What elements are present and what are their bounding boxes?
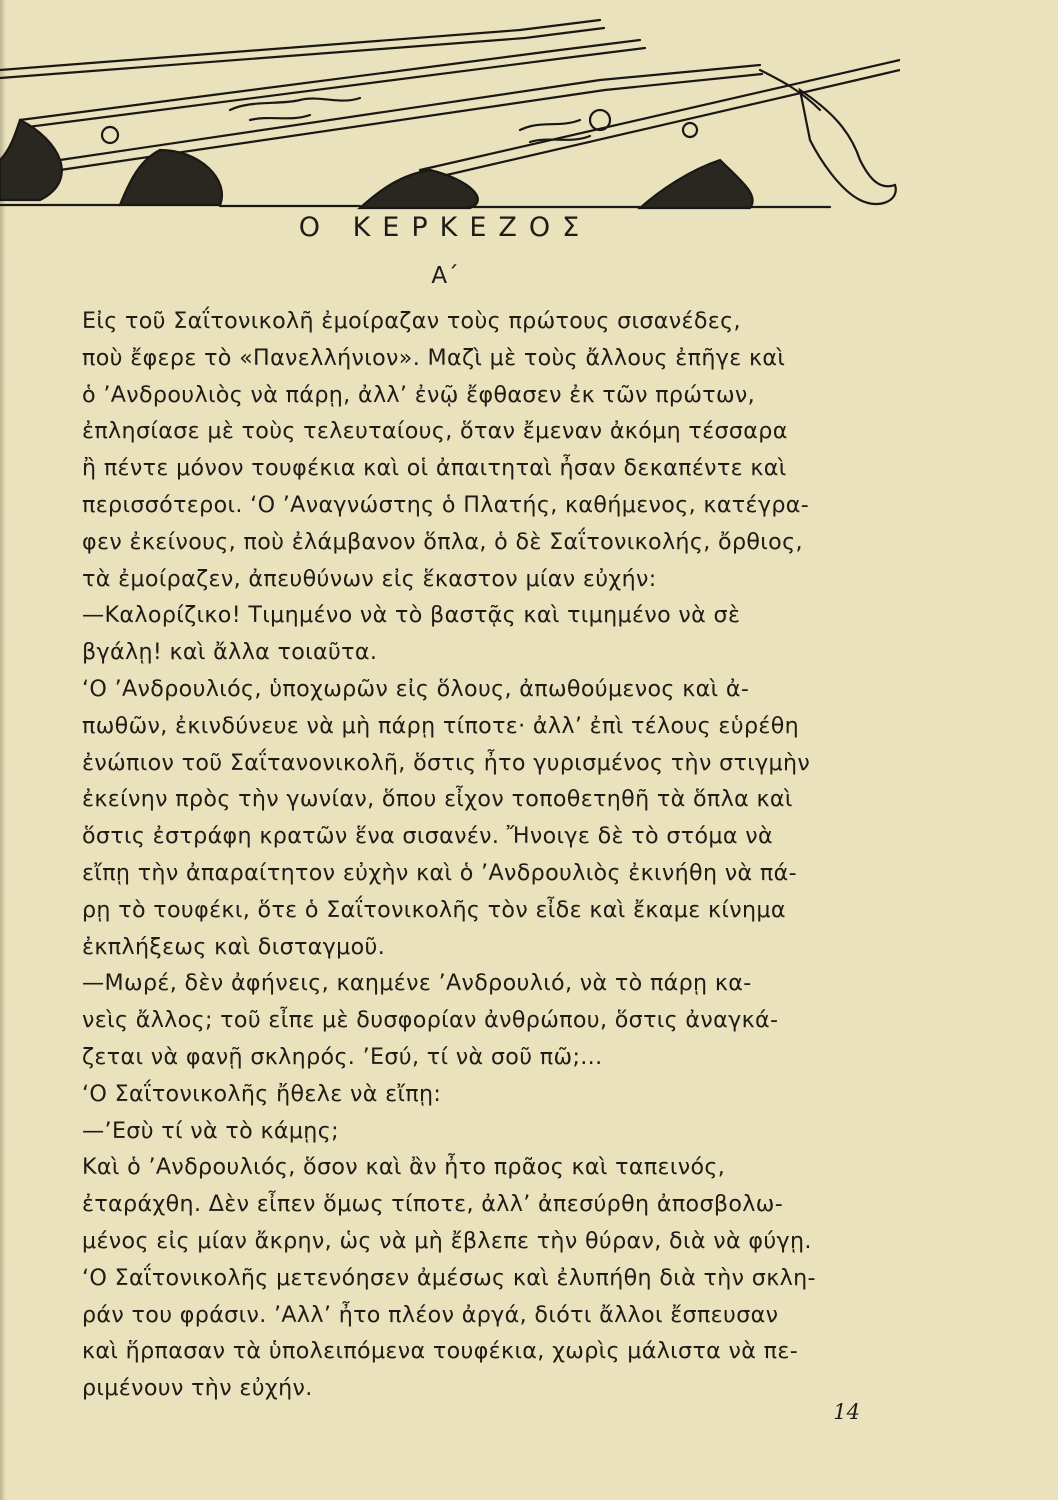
text-line: ἐκπλήξεως καὶ δισταγμοῦ.	[82, 933, 386, 960]
text-line: ἐπλησίασε μὲ τοὺς τελευταίους, ὅταν ἔμεναν ἀκόμη τέσσαρα	[82, 418, 788, 445]
text-line: καὶ ἥρπασαν τὰ ὑπολειπόμενα τουφέκια, χωρὶς μάλιστα νὰ πε-	[82, 1338, 799, 1365]
text-line: εἴπῃ τὴν ἀπαραίτητον εὐχὴν καὶ ὁ ’Ανδρουλιὸς ἐκινήθη νὰ πά-	[82, 859, 797, 886]
text-line: ζεται νὰ φανῇ σκληρός. ’Εσύ, τί νὰ σοῦ πῶ;...	[82, 1043, 603, 1070]
chapter-number: Α΄	[431, 263, 459, 289]
antique-rifles-illustration-icon	[0, 10, 900, 210]
text-line: ἐνώπιον τοῦ Σαΐτανονικολῆ, ὅστις ἦτο γυρισμένος τὴν στιγμὴν	[82, 749, 811, 776]
text-line: —Καλορίζικο! Τιμημένο νὰ τὸ βαστᾷς καὶ τιμημένο νὰ σὲ	[82, 602, 741, 629]
text-line: ‘Ο Σαΐτονικολῆς μετενόησεν ἀμέσως καὶ ἐλυπήθη διὰ τὴν σκλη-	[82, 1264, 816, 1291]
text-line: ‘Ο ’Ανδρουλιός, ὑποχωρῶν εἰς ὅλους, ἀπωθούμενος καὶ ἀ-	[82, 675, 750, 702]
text-line: ἢ πέντε μόνον τουφέκια καὶ οἱ ἀπαιτηταὶ ἦσαν δεκαπέντε καὶ	[82, 455, 787, 482]
text-line: ποὺ ἔφερε τὸ «Πανελλήνιον». Μαζὶ μὲ τοὺς ἄλλους ἐπῆγε καὶ	[82, 344, 786, 371]
text-line: φεν ἐκείνους, ποὺ ἐλάμβανον ὅπλα, ὁ δὲ Σαΐτονικολής, ὄρθιος,	[82, 528, 803, 555]
text-line: μένος εἰς μίαν ἄκρην, ὡς νὰ μὴ ἔβλεπε τὴν θύραν, διὰ νὰ φύγῃ.	[82, 1227, 812, 1254]
story-title: Ο ΚΕΡΚΕΖΟΣ	[298, 212, 592, 243]
text-line: ὅστις ἐστράφη κρατῶν ἕνα σισανέν. Ἤνοιγε δὲ τὸ στόμα νὰ	[82, 823, 773, 850]
text-line: ἐταράχθη. Δὲν εἶπεν ὅμως τίποτε, ἀλλ’ ἀπεσύρθη ἀποσβολω-	[82, 1191, 784, 1218]
text-line: ρῃ τὸ τουφέκι, ὅτε ὁ Σαΐτονικολῆς τὸν εἶδε καὶ ἔκαμε κίνημα	[82, 896, 786, 923]
text-line: περισσότεροι. ‘Ο ’Αναγνώστης ὁ Πλατής, καθήμενος, κατέγρα-	[82, 491, 810, 518]
text-line: ἐκείνην πρὸς τὴν γωνίαν, ὅπου εἶχον τοποθετηθῆ τὰ ὅπλα καὶ	[82, 786, 793, 813]
text-line: ράν του φράσιν. ’Αλλ’ ἦτο πλέον ἀργά, διότι ἄλλοι ἔσπευσαν	[82, 1301, 779, 1328]
text-line: βγάλῃ! καὶ ἄλλα τοιαῦτα.	[82, 639, 378, 666]
story-body	[82, 303, 895, 1407]
text-line: —Μωρέ, δὲν ἀφήνεις, καημένε ’Ανδρουλιό, νὰ τὸ πάρῃ κα-	[82, 970, 752, 997]
text-line: νεὶς ἄλλος; τοῦ εἶπε μὲ δυσφορίαν ἀνθρώπου, ὅστις ἀναγκά-	[82, 1007, 779, 1034]
text-line: —’Εσὺ τί νὰ τὸ κάμῃς;	[82, 1117, 339, 1144]
text-line: Καὶ ὁ ’Ανδρουλιός, ὅσον καὶ ἂν ἦτο πρᾶος καὶ ταπεινός,	[82, 1154, 726, 1181]
text-line: ‘Ο Σαΐτονικολῆς ἤθελε νὰ εἴπῃ:	[82, 1080, 442, 1107]
text-line: ὁ ’Ανδρουλιὸς νὰ πάρῃ, ἀλλ’ ἐνῷ ἔφθασεν ἐκ τῶν πρώτων,	[82, 381, 756, 408]
text-line: Εἰς τοῦ Σαΐτονικολῆ ἐμοίραζαν τοὺς πρώτους σισανέδες,	[82, 308, 741, 334]
text-line: ριμένουν τὴν εὐχήν.	[82, 1375, 313, 1402]
page-number: 14	[833, 1400, 860, 1424]
text-line: πωθῶν, ἐκινδύνευε νὰ μὴ πάρῃ τίποτε· ἀλλ’ ἐπὶ τέλους εὑρέθη	[82, 712, 800, 739]
text-line: τὰ ἐμοίραζεν, ἀπευθύνων εἰς ἕκαστον μίαν εὐχήν:	[82, 565, 657, 592]
